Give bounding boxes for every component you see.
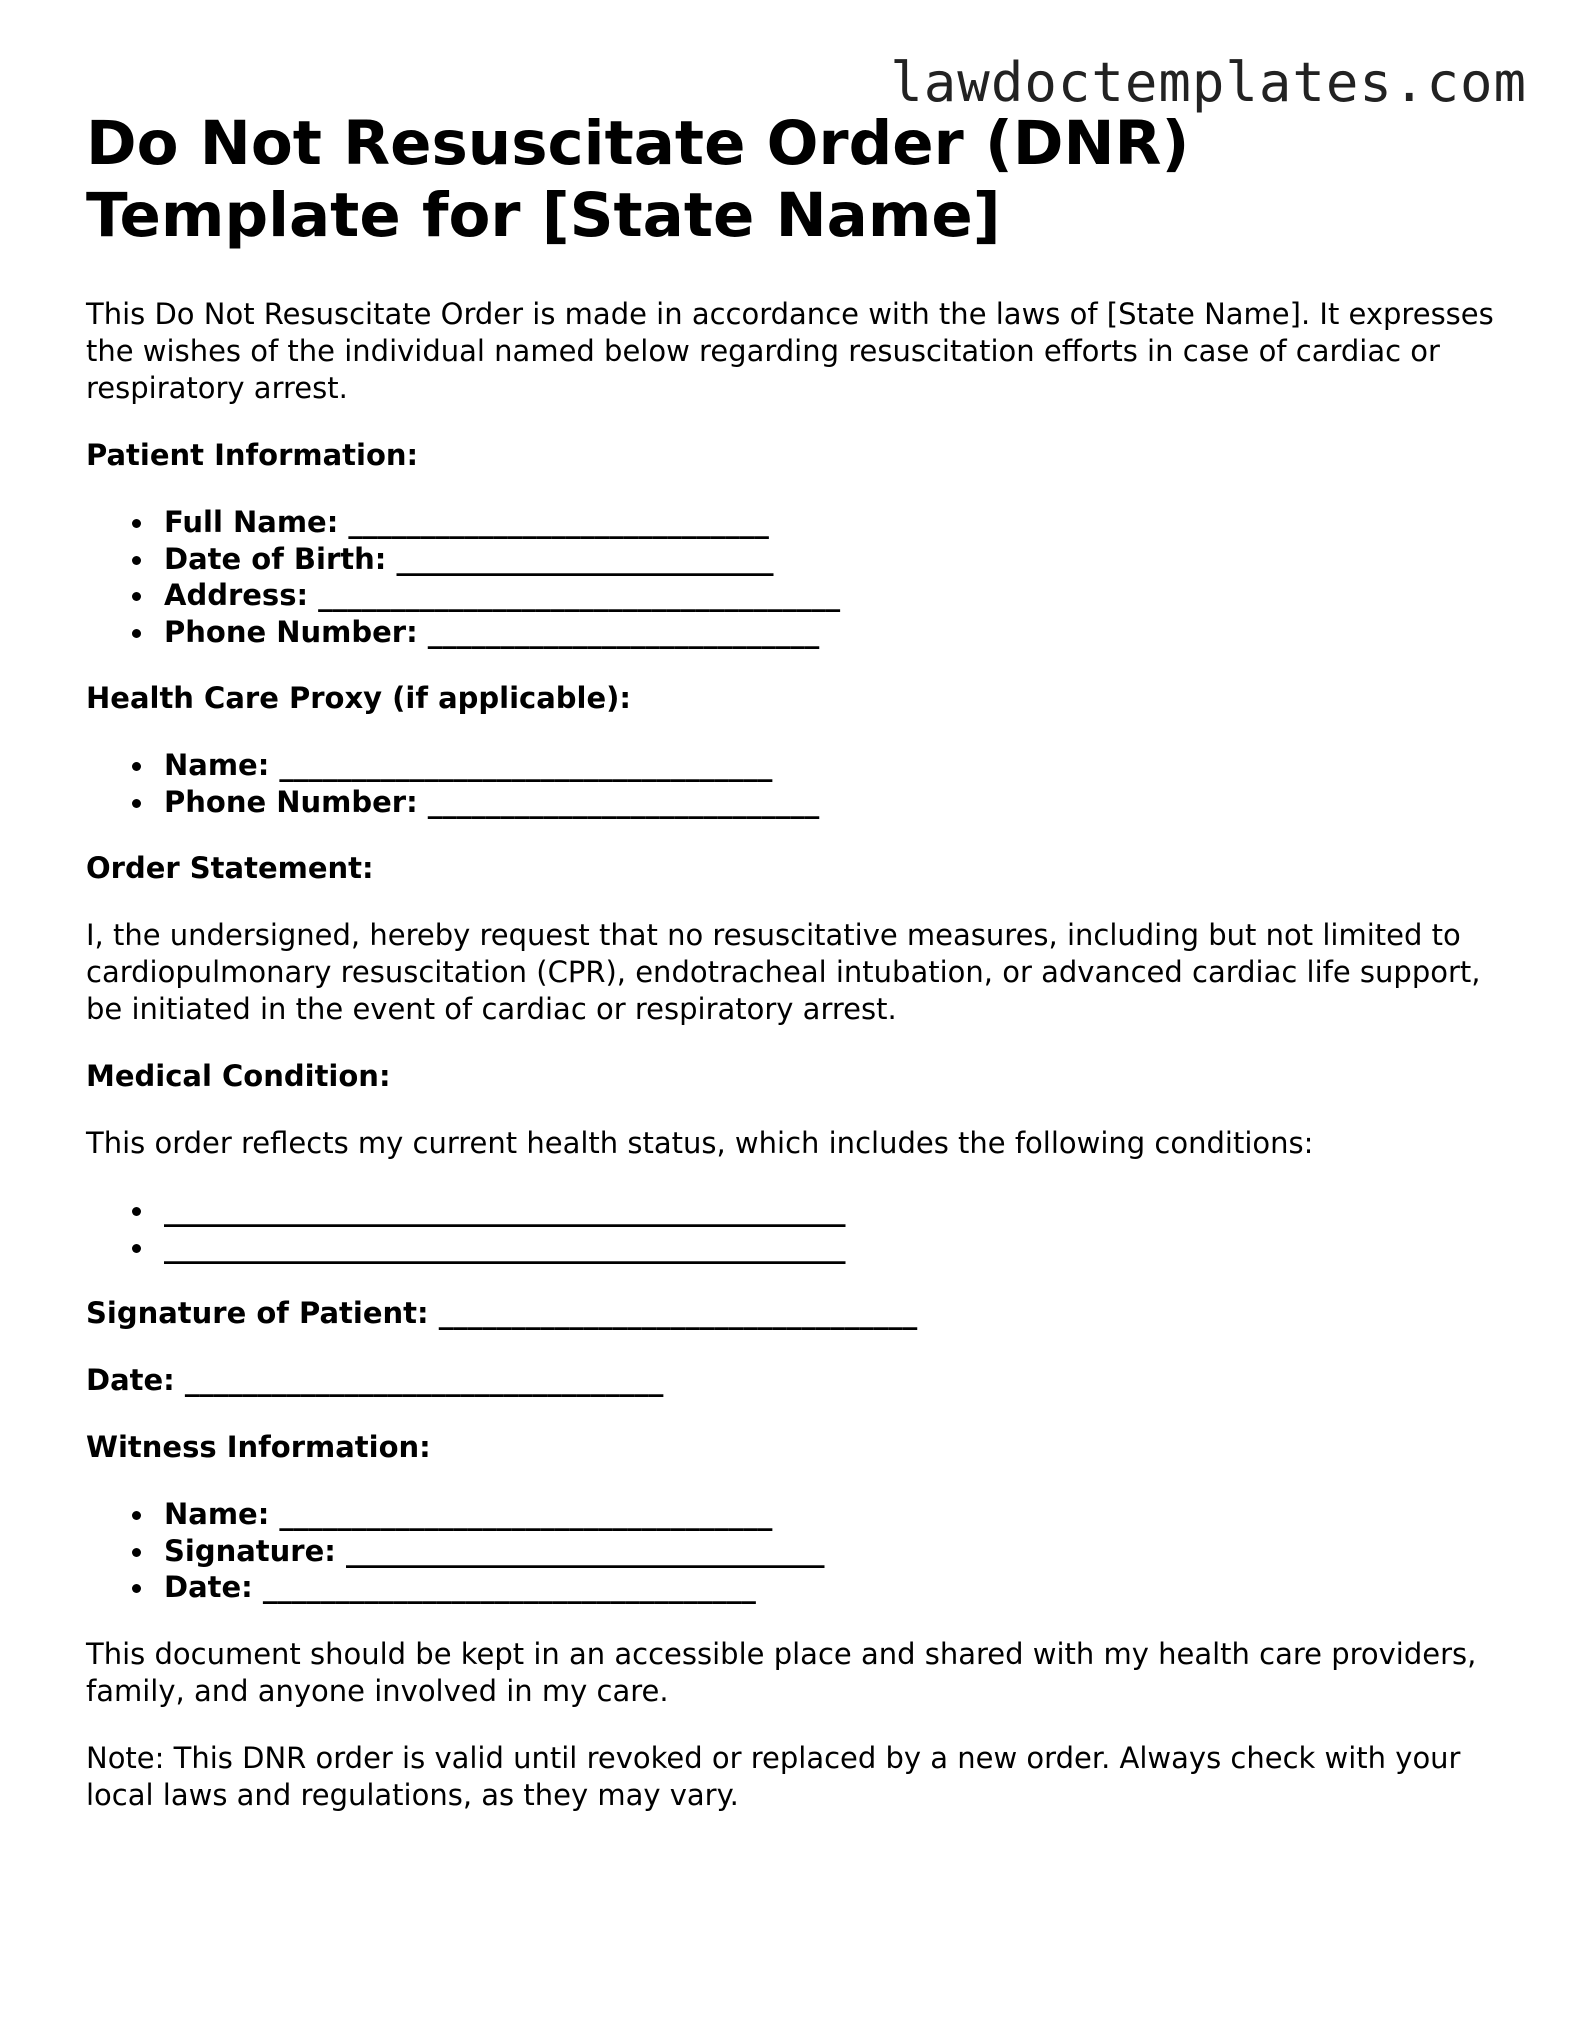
witness-signature-field: Signature: _________________________________ — [164, 1533, 1506, 1570]
witness-name-field: Name: __________________________________ — [164, 1496, 1506, 1533]
proxy-name-field: Name: __________________________________ — [164, 747, 1506, 784]
witness-heading: Witness Information: — [86, 1430, 431, 1464]
document-title — [86, 108, 1506, 252]
note-paragraph: Note: This DNR order is valid until revoked or replaced by a new order. Always check with your local laws and regulations, as they may vary. — [86, 1740, 1461, 1812]
medical-condition-text: This order reflects my current health status, which includes the following conditions: — [86, 1126, 1314, 1160]
order-statement-heading: Order Statement: — [86, 851, 374, 885]
medical-condition-list — [86, 1192, 1506, 1265]
patient-info-list — [86, 504, 1506, 650]
date-line: Date: _________________________________ — [86, 1363, 664, 1397]
title-line-2: Template for [State Name] — [86, 180, 1001, 251]
condition-blank-2: _______________________________________________ — [164, 1229, 1506, 1266]
witness-list — [86, 1496, 1506, 1606]
site-watermark: lawdoctemplates.com — [890, 51, 1527, 114]
document-content — [86, 108, 1506, 1814]
proxy-list — [86, 747, 1506, 820]
intro-paragraph: This Do Not Resuscitate Order is made in accordance with the laws of [State Name]. It expresses the wishes of the individual named below regarding resuscitation efforts in case of cardiac or respiratory arrest. — [86, 297, 1494, 405]
closing-paragraph: This document should be kept in an accessible place and shared with my health care providers, family, and anyone involved in my care. — [86, 1636, 1477, 1708]
patient-address-field: Address: ____________________________________ — [164, 577, 1506, 614]
order-statement-text: I, the undersigned, hereby request that no resuscitative measures, including but not limited to cardiopulmonary resuscitation (CPR), endotracheal intubation, or advanced cardiac life support, be initiated in the event of cardiac or respiratory arrest. — [86, 918, 1481, 1026]
proxy-phone-field: Phone Number: ___________________________ — [164, 784, 1506, 821]
patient-full-name-field: Full Name: _____________________________ — [164, 504, 1506, 541]
medical-condition-heading: Medical Condition: — [86, 1059, 391, 1093]
proxy-heading: Health Care Proxy (if applicable): — [86, 681, 632, 715]
condition-blank-1: _______________________________________________ — [164, 1192, 1506, 1229]
patient-info-heading: Patient Information: — [86, 438, 419, 472]
title-line-1: Do Not Resuscitate Order (DNR) — [86, 108, 1190, 179]
patient-phone-field: Phone Number: ___________________________ — [164, 614, 1506, 651]
patient-dob-field: Date of Birth: __________________________ — [164, 541, 1506, 578]
witness-date-field: Date: __________________________________ — [164, 1569, 1506, 1606]
patient-signature-line: Signature of Patient: _________________________________ — [86, 1296, 918, 1330]
